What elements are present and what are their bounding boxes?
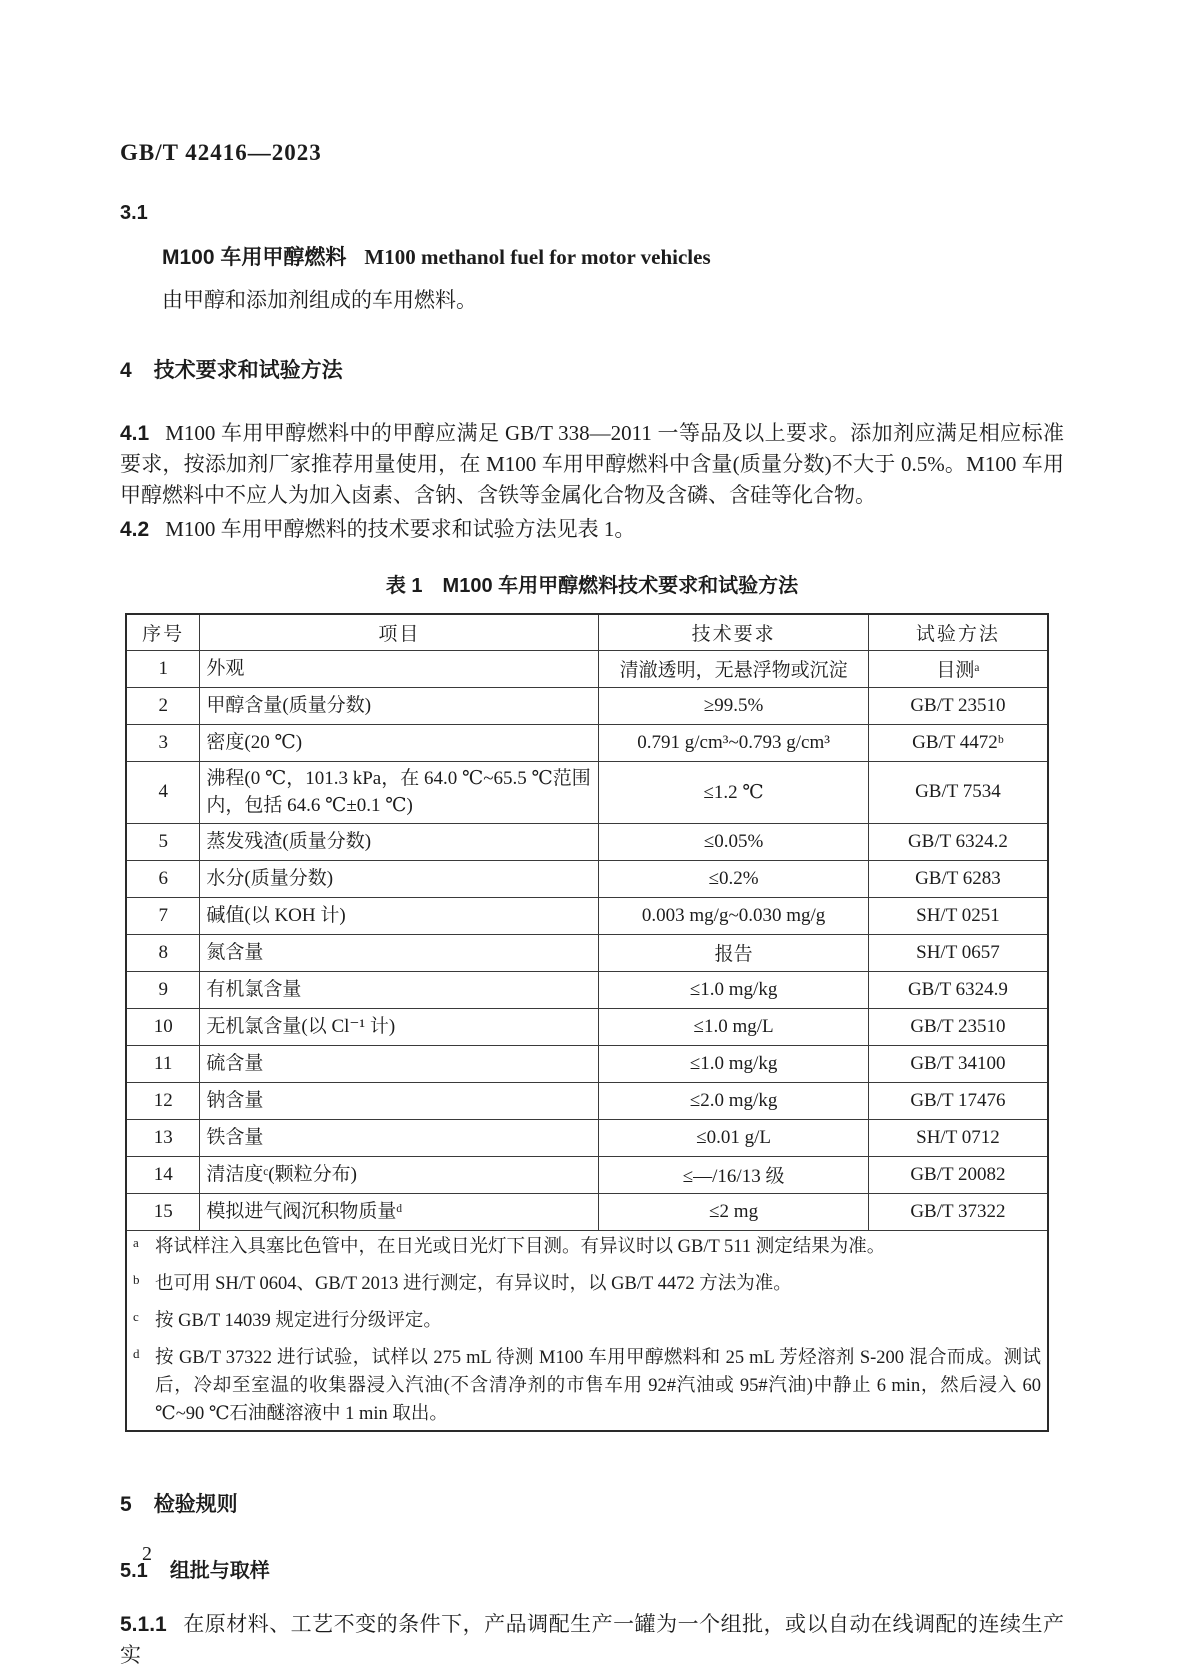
col-header-requirement: 技术要求 xyxy=(599,614,868,650)
table-1-caption xyxy=(120,569,1064,598)
section-4-number: 4 xyxy=(120,359,132,382)
row-no: 13 xyxy=(126,1119,200,1156)
section-5-heading xyxy=(120,1488,1064,1518)
page-content xyxy=(120,0,1064,1671)
term-english: M100 methanol fuel for motor vehicles xyxy=(364,245,711,269)
row-no: 6 xyxy=(126,860,200,897)
table-row xyxy=(126,1008,1048,1045)
row-no: 5 xyxy=(126,823,200,860)
table-row xyxy=(126,1045,1048,1082)
row-item: 钠含量 xyxy=(200,1082,599,1119)
table-row xyxy=(126,1193,1048,1230)
footnote-a xyxy=(133,1233,1041,1261)
row-method: GB/T 34100 xyxy=(868,1045,1048,1082)
footnote-a-text: 将试样注入具塞比色管中，在日光或日光灯下目测。有异议时以 GB/T 511 测定结果为准。 xyxy=(155,1236,886,1257)
row-no: 10 xyxy=(126,1008,200,1045)
row-no: 4 xyxy=(126,761,200,823)
footnote-c-marker: c xyxy=(133,1308,139,1324)
table-row xyxy=(126,1119,1048,1156)
clause-4-2-paragraph xyxy=(120,514,1064,545)
clause-4-1-number: 4.1 xyxy=(120,422,150,445)
row-no: 15 xyxy=(126,1193,200,1230)
table-row xyxy=(126,650,1048,687)
clause-5-1-1-text: 在原材料、工艺不变的条件下，产品调配生产一罐为一个组批，或以自动在线调配的连续生产实 xyxy=(120,1611,1064,1667)
row-requirement: ≤0.2% xyxy=(599,860,868,897)
table-row xyxy=(126,897,1048,934)
section-5-number: 5 xyxy=(120,1492,132,1516)
row-no: 8 xyxy=(126,934,200,971)
row-item: 清洁度ᶜ(颗粒分布) xyxy=(200,1156,599,1193)
row-item: 氮含量 xyxy=(200,934,599,971)
clause-5-1-title: 组批与取样 xyxy=(169,1559,270,1582)
col-header-item: 项目 xyxy=(200,614,599,650)
table-row xyxy=(126,1082,1048,1119)
row-method: GB/T 20082 xyxy=(868,1156,1048,1193)
row-method: GB/T 37322 xyxy=(868,1193,1048,1230)
footnote-b xyxy=(133,1270,1041,1298)
row-item: 硫含量 xyxy=(200,1045,599,1082)
row-item: 有机氯含量 xyxy=(200,971,599,1008)
clause-5-1-1-number: 5.1.1 xyxy=(120,1612,167,1636)
row-no: 9 xyxy=(126,971,200,1008)
row-no: 7 xyxy=(126,897,200,934)
col-header-no: 序号 xyxy=(126,614,200,650)
row-requirement: ≤2 mg xyxy=(599,1193,868,1230)
table-row xyxy=(126,860,1048,897)
row-no: 3 xyxy=(126,724,200,761)
row-item: 无机氯含量(以 Cl⁻¹ 计) xyxy=(200,1008,599,1045)
table-footnotes-cell xyxy=(126,1230,1048,1431)
row-method: GB/T 23510 xyxy=(868,1008,1048,1045)
table-row xyxy=(126,823,1048,860)
table-row xyxy=(126,724,1048,761)
term-definition-text: 由甲醇和添加剂组成的车用燃料。 xyxy=(162,288,477,312)
clause-5-1-1-paragraph xyxy=(120,1609,1064,1671)
clause-4-2-text: M100 车用甲醇燃料的技术要求和试验方法见表 1。 xyxy=(165,517,636,541)
row-method: SH/T 0712 xyxy=(868,1119,1048,1156)
row-method: GB/T 6324.2 xyxy=(868,823,1048,860)
row-item: 模拟进气阀沉积物质量ᵈ xyxy=(200,1193,599,1230)
row-requirement: ≤0.05% xyxy=(599,823,868,860)
row-item: 甲醇含量(质量分数) xyxy=(200,687,599,724)
row-method: 目测ᵃ xyxy=(868,650,1048,687)
row-requirement: 0.003 mg/g~0.030 mg/g xyxy=(599,897,868,934)
row-method: GB/T 7534 xyxy=(868,761,1048,823)
row-requirement: ≤2.0 mg/kg xyxy=(599,1082,868,1119)
row-requirement: ≥99.5% xyxy=(599,687,868,724)
row-requirement: ≤1.0 mg/kg xyxy=(599,971,868,1008)
footnote-c xyxy=(133,1307,1041,1335)
row-item: 蒸发残渣(质量分数) xyxy=(200,823,599,860)
footnote-d-marker: d xyxy=(133,1345,140,1361)
row-method: GB/T 17476 xyxy=(868,1082,1048,1119)
footnote-b-marker: b xyxy=(133,1271,140,1287)
row-requirement: 0.791 g/cm³~0.793 g/cm³ xyxy=(599,724,868,761)
row-method: GB/T 6283 xyxy=(868,860,1048,897)
table-row xyxy=(126,1156,1048,1193)
section-4-title: 技术要求和试验方法 xyxy=(153,359,343,382)
row-no: 1 xyxy=(126,650,200,687)
footnote-d xyxy=(133,1344,1041,1428)
row-item: 水分(质量分数) xyxy=(200,860,599,897)
footnote-a-marker: a xyxy=(133,1234,139,1250)
row-requirement: ≤—/16/13 级 xyxy=(599,1156,868,1193)
row-no: 11 xyxy=(126,1045,200,1082)
clause-5-1-heading xyxy=(120,1554,1064,1583)
requirements-table xyxy=(125,613,1049,1432)
clause-4-1-text: M100 车用甲醇燃料中的甲醇应满足 GB/T 338—2011 一等品及以上要求。添加剂应满足相应标准要求，按添加剂厂家推荐用量使用，在 M100 车用甲醇燃料中含量(质量分数)不大于 0.5%。M100 车用甲醇燃料中不应人为加入卤素、含钠、含铁等金属化合物及含磷、含硅等化合物。 xyxy=(120,421,1064,507)
footnote-d-text: 按 GB/T 37322 进行试验，试样以 275 mL 待测 M100 车用甲醇燃料和 25 mL 芳烃溶剂 S-200 混合而成。测试后，冷却至室温的收集器浸入汽油(不含清净剂的市售车用 92#汽油或 95#汽油)中静止 6 min，然后浸入 60 ℃~90 ℃石油醚溶液中 1 min 取出。 xyxy=(155,1347,1041,1424)
row-item: 外观 xyxy=(200,650,599,687)
row-method: SH/T 0251 xyxy=(868,897,1048,934)
table-row xyxy=(126,761,1048,823)
table-footnotes-row xyxy=(126,1230,1048,1431)
table-row xyxy=(126,971,1048,1008)
clause-3-1-number: 3.1 xyxy=(120,202,148,224)
row-item: 碱值(以 KOH 计) xyxy=(200,897,599,934)
term-definition-heading xyxy=(162,241,1064,271)
table-row xyxy=(126,687,1048,724)
row-requirement: ≤1.2 ℃ xyxy=(599,761,868,823)
table-1-caption-title: M100 车用甲醇燃料技术要求和试验方法 xyxy=(442,575,799,597)
table-header-row xyxy=(126,614,1048,650)
section-4-heading xyxy=(120,354,1064,384)
row-method: GB/T 6324.9 xyxy=(868,971,1048,1008)
row-requirement: ≤1.0 mg/L xyxy=(599,1008,868,1045)
row-requirement: ≤0.01 g/L xyxy=(599,1119,868,1156)
row-method: GB/T 4472ᵇ xyxy=(868,724,1048,761)
col-header-method: 试验方法 xyxy=(868,614,1048,650)
clause-4-2-number: 4.2 xyxy=(120,518,150,541)
row-method: SH/T 0657 xyxy=(868,934,1048,971)
row-requirement: 报告 xyxy=(599,934,868,971)
table-1-caption-label: 表 1 xyxy=(385,575,423,597)
row-no: 14 xyxy=(126,1156,200,1193)
section-5-title: 检验规则 xyxy=(153,1492,238,1516)
row-requirement: ≤1.0 mg/kg xyxy=(599,1045,868,1082)
row-no: 2 xyxy=(126,687,200,724)
standard-number: GB/T 42416—2023 xyxy=(120,140,322,165)
footnote-b-text: 也可用 SH/T 0604、GB/T 2013 进行测定，有异议时，以 GB/T 4472 方法为准。 xyxy=(155,1273,792,1294)
row-item: 铁含量 xyxy=(200,1119,599,1156)
term-chinese: M100 车用甲醇燃料 xyxy=(162,246,347,269)
footnote-c-text: 按 GB/T 14039 规定进行分级评定。 xyxy=(155,1310,442,1331)
clause-4-1-paragraph xyxy=(120,418,1064,511)
clause-5-1-number: 5.1 xyxy=(120,1559,148,1582)
row-requirement: 清澈透明，无悬浮物或沉淀 xyxy=(599,650,868,687)
row-method: GB/T 23510 xyxy=(868,687,1048,724)
row-item: 密度(20 ℃) xyxy=(200,724,599,761)
row-item: 沸程(0 ℃，101.3 kPa，在 64.0 ℃~65.5 ℃范围内，包括 64.6 ℃±0.1 ℃) xyxy=(200,761,599,823)
page-number: 2 xyxy=(142,1543,152,1565)
table-row xyxy=(126,934,1048,971)
row-no: 12 xyxy=(126,1082,200,1119)
